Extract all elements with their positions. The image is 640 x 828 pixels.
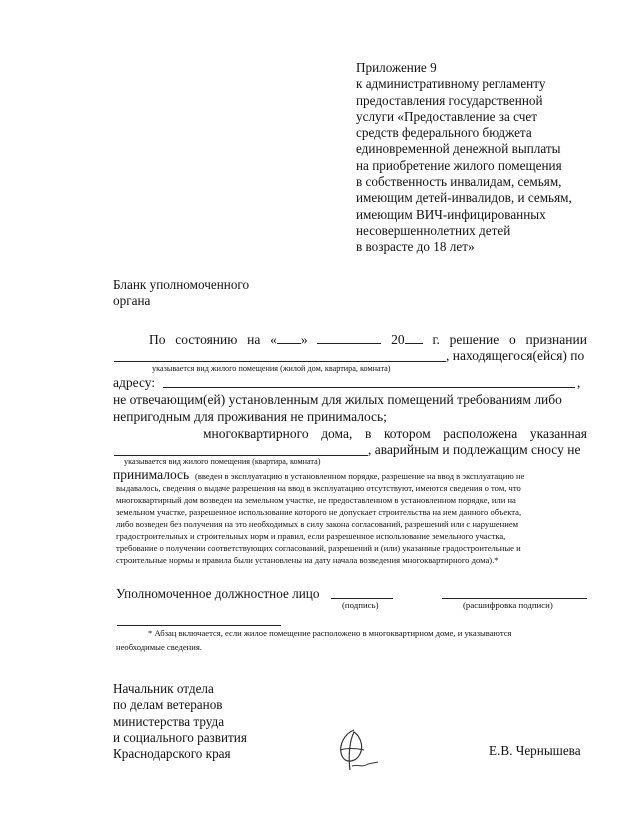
dwelling-type-field[interactable] <box>114 361 446 362</box>
authority-blank <box>113 277 249 309</box>
date-year-field[interactable]: 20 <box>391 332 423 348</box>
official-title-line: Краснодарского края <box>113 746 231 762</box>
para1-word: на <box>247 332 261 347</box>
official-title <box>113 681 247 762</box>
para2-word: указанная <box>529 426 587 441</box>
footnote-line: * Абзац включается, если жилое помещение расположено в многоквартирном доме, и указываются <box>148 628 512 638</box>
appendix-line: Приложение 9 <box>356 60 437 75</box>
address-field[interactable] <box>163 387 575 388</box>
hint-dwelling-type: указывается вид жилого помещения (жилой дом, квартира, комната) <box>152 364 391 373</box>
para2-word: котором <box>383 426 431 441</box>
para1-line2-tail: , находящегося(ейся) по <box>446 348 585 363</box>
note-line: либо возведен без получения на это необходимых в силу закона согласований, разрешений или с нарушением <box>116 519 519 529</box>
note-line: земельном участке, разрешенное использование которого не допускает строительства на нем данного объекта, <box>116 507 522 517</box>
hint-apartment-type: указывается вид жилого помещения (квартира, комната) <box>124 457 321 466</box>
not-taken-word: принималось <box>113 467 190 482</box>
para1-word: решение <box>449 332 500 347</box>
official-title-line: и социального развития <box>113 729 247 745</box>
date-month-field[interactable] <box>317 332 381 348</box>
appendix-line: к административному регламенту <box>356 76 546 92</box>
appendix-line: имеющим ВИЧ-инфицированных <box>356 206 546 222</box>
blank-line: органа <box>113 293 151 308</box>
note-line: градостроительных и строительных норм и правил, если разрешенное использование земельного участка, <box>116 531 506 541</box>
date-day-field[interactable]: « » <box>270 332 308 347</box>
para1-word: По <box>149 332 166 347</box>
para2-line2-tail: , аварийным и подлежащим сносу не <box>368 442 581 457</box>
apartment-type-field[interactable] <box>114 455 368 456</box>
appendix-line: на приобретение жилого помещения <box>356 157 562 173</box>
official-title-line: министерства труда <box>113 713 225 729</box>
blank-line: Бланк уполномоченного <box>113 277 250 292</box>
para2-word: в <box>364 426 372 441</box>
appendix-line: услуги «Предоставление за счет <box>356 108 537 124</box>
para1-word: г. <box>432 332 440 347</box>
address-end: , <box>577 375 581 390</box>
address-label: адресу: <box>113 375 156 390</box>
signature-hint: (подпись) <box>342 600 379 610</box>
appendix-line: предоставления государственной <box>356 92 543 108</box>
official-title-line: Начальник отдела <box>113 681 214 696</box>
handwritten-signature <box>332 726 382 776</box>
para2-line1 <box>203 426 587 442</box>
footnote-separator <box>117 625 281 626</box>
para2-word: дома, <box>321 426 353 441</box>
footnote-line: необходимые сведения. <box>116 642 202 652</box>
note-line: (введен в эксплуатацию в установленном порядке, разрешение на ввод в эксплуатацию не <box>195 471 525 481</box>
para2-word: расположена <box>443 426 518 441</box>
para2-word: многоквартирного <box>203 426 309 441</box>
appendix-line: в собственность инвалидам, семьям, <box>356 174 562 190</box>
para1-line4: не отвечающим(ей) установленным для жилых помещений требованиям либо <box>113 392 562 407</box>
appendix-line: средств федерального бюджета <box>356 125 532 141</box>
note-line: многоквартирный дом возведен на земельном участке, не предоставленном в установленном порядке, или на <box>116 495 516 505</box>
note-line: строительные нормы и правила были установлены на дату начала возведения многоквартирного дома).* <box>116 555 499 565</box>
note-line: требование о получении соответствующих согласований, разрешений и (или) указанные градостроительные и <box>116 543 521 553</box>
official-label: Уполномоченное должностное лицо <box>116 586 320 601</box>
para1-word: о <box>508 332 516 347</box>
decryption-hint: (расшифровка подписи) <box>463 600 553 610</box>
appendix-header <box>356 60 572 256</box>
appendix-line: несовершеннолетних детей <box>356 222 511 238</box>
appendix-line: в возрасте до 18 лет» <box>356 239 475 255</box>
note-line: выдавалось, сведения о выдаче разрешения на ввод в эксплуатацию отсутствуют, имеются сведения о том, что <box>116 483 521 493</box>
appendix-line: имеющим детей-инвалидов, и семьям, <box>356 190 572 206</box>
official-name: Е.В. Чернышева <box>489 743 581 758</box>
para1-line1 <box>149 332 587 348</box>
para1-line5: непригодным для проживания не принималось; <box>113 409 387 424</box>
para1-word: признании <box>525 332 587 347</box>
official-title-line: по делам ветеранов <box>113 697 223 713</box>
para1-word: состоянию <box>175 332 238 347</box>
appendix-line: единовременной денежной выплаты <box>356 141 561 157</box>
